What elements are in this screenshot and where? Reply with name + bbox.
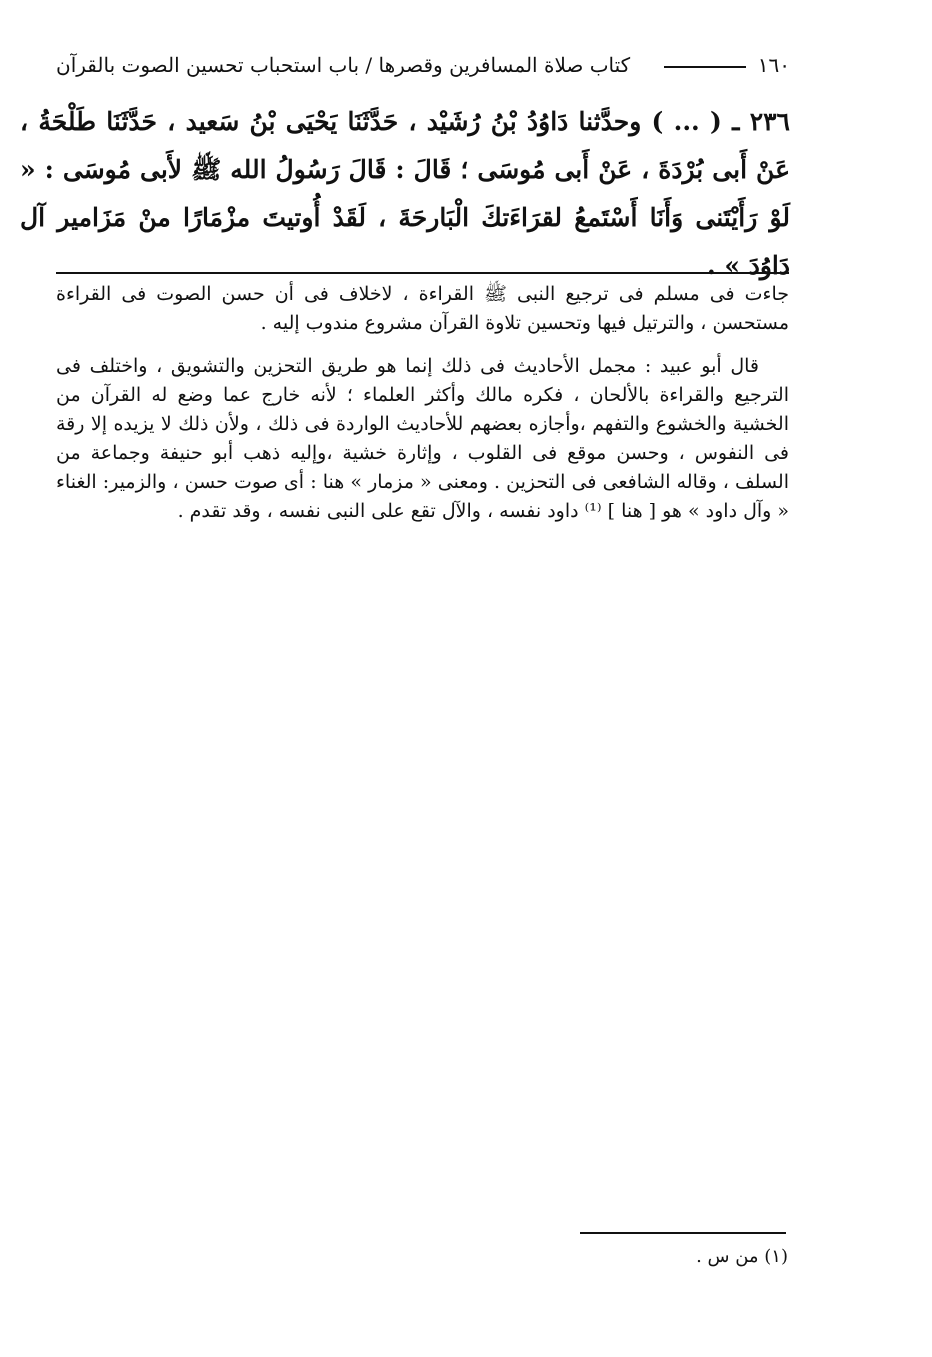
- page-number: ١٦٠: [757, 53, 790, 77]
- footnote: (١) من س .: [696, 1246, 788, 1267]
- page-header: [56, 50, 790, 84]
- hadith-text: ٢٣٦ ـ ( ... ) وحدَّثنا دَاوُدُ بْنُ رُشَيْد ، حَدَّثَنَا يَحْيَى بْنُ سَعيد ، حَدَّثَنَا طَلْحَةُ ، عَنْ أَبى بُرْدَةَ ، عَنْ أَبى مُوسَى ؛ قَالَ : قَالَ رَسُولُ الله ﷺ لأَبى مُوسَى : « لَوْ رَأَيْتَنى وَأَنَا أَسْتَمعُ لقرَاءَتكَ الْبَارحَةَ ، لَقَدْ أُوتيتَ مزْمَارًا منْ مَزَامير آل دَاوُدَ » .: [20, 107, 790, 280]
- commentary: [56, 280, 789, 540]
- commentary-paragraph-2: قال أبو عبيد : مجمل الأحاديث فى ذلك إنما هو طريق التحزين والتشويق ، واختلف فى الترجيع والقراءة بالألحان ، فكره مالك وأكثر العلماء ؛ لأنه خارج عما وضع له القرآن من الخشية والخشوع والتفهم ،وأجازه بعضهم للأحاديث الواردة فى ذلك ، ولأن ذلك لا يزيده إلا رقة فى النفوس ، وحسن موقع فى القلوب ، وإثارة خشية ،وإليه ذهب أبو حنيفة وجماعة من السلف ، وقاله الشافعى فى التحزين . ومعنى « مزمار » هنا : أى صوت حسن ، والزمير: الغناء « وآل داود » هو [ هنا ] ⁽¹⁾ داود نفسه ، والآل تقع على النبى نفسه ، وقد تقدم .: [56, 355, 789, 522]
- section-divider: [56, 272, 789, 274]
- header-rule: [664, 66, 746, 68]
- footnote-rule: [580, 1232, 786, 1234]
- running-title: كتاب صلاة المسافرين وقصرها / باب استحباب تحسين الصوت بالقرآن: [56, 53, 631, 77]
- commentary-paragraph-1: جاءت فى مسلم فى ترجيع النبى ﷺ القراءة ، لاخلاف فى أن حسن الصوت فى القراءة مستحسن ، والترتيل فيها وتحسين تلاوة القرآن مشروع مندوب إليه .: [56, 283, 789, 334]
